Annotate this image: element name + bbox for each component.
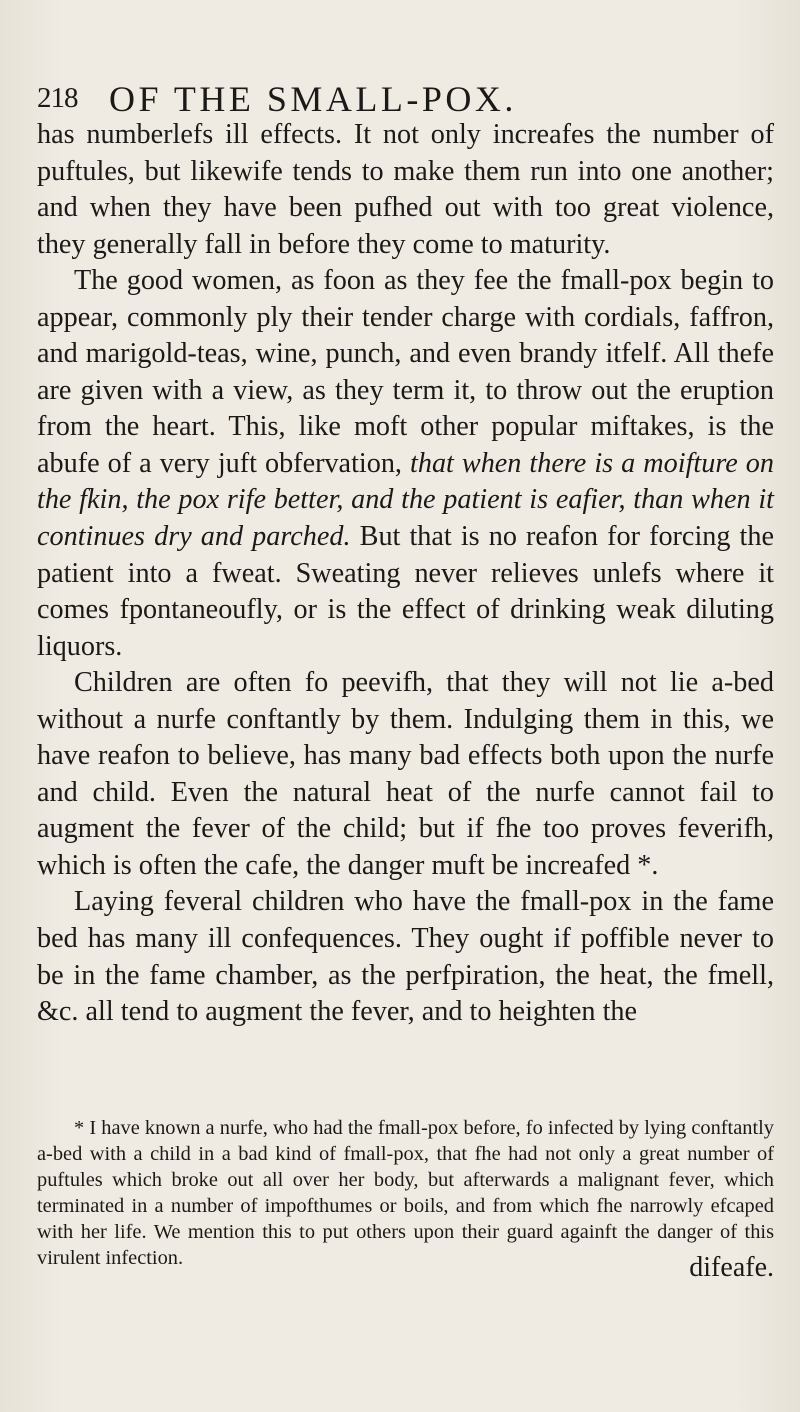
footnote xyxy=(37,1116,774,1271)
paragraph-3: Children are often fo peevifh, that they will not lie a-bed without a nurfe conftantly by them. Indulging them in this, we have reafon to believe, has many bad effects both upon the nurfe and child. Even the natural heat of the nurfe cannot fail to augment the fever of the child; but if fhe too proves feverifh, which is often the cafe, the danger muft be increafed *. xyxy=(37,667,774,881)
paragraph-2-start: The good women, as foon as they fee the fmall-pox begin to appear, commonly ply their tender charge with cordials, faffron, and marigold-teas, wine, punch, and even brandy itfelf. All thefe are given with a view, as they term it, to throw out the eruption from the heart. This, like moft other popular miftakes, is the abufe of a very juft obfervation, xyxy=(37,265,774,479)
paragraph-2-end: But that is no reafon for forcing the patient into a fweat. Sweating never relieves unlefs where it comes fpontaneoufly, or is the effect of drinking weak diluting liquors. xyxy=(37,521,774,662)
paragraph-1: has numberlefs ill effects. It not only increafes the number of puftules, but likewife tends to make them run into one another; and when they have been pufhed out with too great violence, they generally fall in before they come to maturity. xyxy=(37,119,774,260)
paragraph-2 xyxy=(37,263,774,665)
body-text xyxy=(37,117,774,1031)
page-number: 218 xyxy=(37,82,78,114)
running-title: OF THE SMALL-POX. xyxy=(109,79,517,119)
paragraph-2-italic: that when there is a moifture on the fkin, the pox rife better, and the patient is eafier, than when it continues dry and parched. xyxy=(37,447,774,553)
running-head xyxy=(37,78,687,118)
catchword: difeafe. xyxy=(689,1252,774,1283)
paragraph-4: Laying feveral children who have the fmall-pox in the fame bed has many ill confequences. They ought if poffible never to be in the fame chamber, as the perfpiration, the heat, the fmell, &c. all tend to augment the fever, and to heighten the xyxy=(37,886,774,1028)
footnote-text: * I have known a nurfe, who had the fmall-pox before, fo infected by lying conftantly a-bed with a child in a bad kind of fmall-pox, that fhe had not only a great number of puftules which broke out all over her body, but afterwards a malignant fever, which terminated in a number of impofthumes or boils, and from which fhe narrowly efcaped with her life. We mention this to put others upon their guard againft the danger of this virulent infection. xyxy=(37,1117,774,1269)
